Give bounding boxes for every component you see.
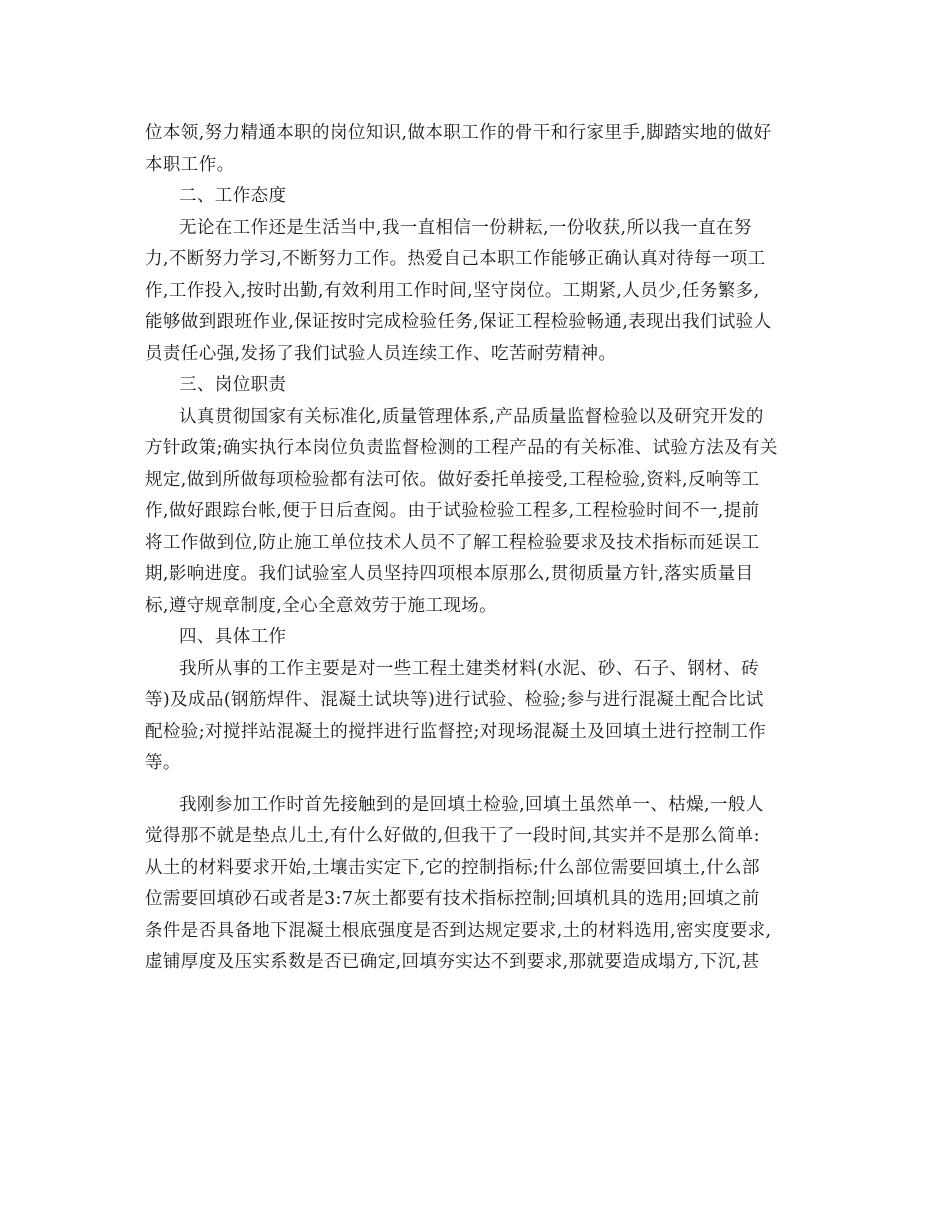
text-line: 能够做到跟班作业,保证按时完成检验任务,保证工程检验畅通,表现出我们试验人 [145, 312, 772, 332]
paragraph-start: 无论在工作还是生活当中,我一直相信一份耕耘,一份收获,所以我一直在努 [179, 217, 752, 238]
text-line: 员责任心强,发扬了我们试验人员连续工作、吃苦耐劳精神。 [145, 343, 617, 364]
text-line: 位本领,努力精通本职的岗位知识,做本职工作的骨干和行家里手,脚踏实地的做好 [145, 123, 772, 143]
text-line: 觉得那不就是垫点儿土,有什么好做的,但我干了一段时间,其实并不是那么简单: [145, 826, 760, 846]
paragraph-gap [145, 780, 807, 790]
text-line: 位需要回填砂石或者是3:7灰土都要有技术指标控制;回填机具的选用;回填之前 [145, 889, 760, 909]
text-line: 标,遵守规章制度,全心全意效劳于施工现场。 [145, 595, 498, 616]
text-line: 作,做好跟踪台帐,便于日后查阅。由于试验检验工程多,工程检验时间不一,提前 [145, 501, 760, 521]
paragraph-start: 我所从事的工作主要是对一些工程土建类材料(水泥、砂、石子、钢材、砖 [179, 658, 760, 679]
text-line: 配检验;对搅拌站混凝土的搅拌进行监督控;对现场混凝土及回填土进行控制工作 [145, 721, 767, 742]
section-heading-work-attitude: 二、工作态度 [179, 186, 287, 206]
text-line: 本职工作。 [145, 154, 235, 175]
text-line: 条件是否具备地下混凝土根底强度是否到达规定要求,土的材料选用,密实度要求, [145, 920, 772, 941]
section-heading-job-duties: 三、岗位职责 [179, 375, 287, 395]
text-line: 方针政策;确实执行本岗位负责监督检测的工程产品的有关标准、试验方法及有关 [145, 438, 778, 458]
text-line: 规定,做到所做每项检验都有法可依。做好委托单接受,工程检验,资料,反响等工 [145, 469, 760, 490]
text-line: 力,不断努力学习,不断努力工作。热爱自己本职工作能够正确认真对待每一项工 [145, 249, 766, 269]
section-heading-specific-work: 四、具体工作 [179, 627, 287, 647]
text-line: 作,工作投入,按时出勤,有效利用工作时间,坚守岗位。工期紧,人员少,任务繁多, [145, 280, 760, 301]
text-line: 虚铺厚度及压实系数是否已确定,回填夯实达不到要求,那就要造成塌方,下沉,甚 [145, 952, 760, 972]
paragraph-start: 认真贯彻国家有关标准化,质量管理体系,产品质量监督检验以及研究开发的 [179, 406, 764, 427]
text-line: 从土的材料要求开始,土壤击实定下,它的控制指标;什么部位需要回填土,什么部 [145, 857, 760, 878]
document-page [145, 118, 807, 979]
text-line: 期,影响进度。我们试验室人员坚持四项根本原那么,贯彻质量方针,落实质量目 [145, 564, 754, 584]
paragraph-start: 我刚参加工作时首先接触到的是回填土检验,回填土虽然单一、枯燥,一般人 [179, 794, 764, 815]
text-line: 将工作做到位,防止施工单位技术人员不了解工程检验要求及技术指标而延误工 [145, 532, 760, 553]
text-line: 等。 [145, 753, 181, 773]
text-line: 等)及成品(钢筋焊件、混凝土试块等)进行试验、检验;参与进行混凝土配合比试 [145, 690, 764, 710]
